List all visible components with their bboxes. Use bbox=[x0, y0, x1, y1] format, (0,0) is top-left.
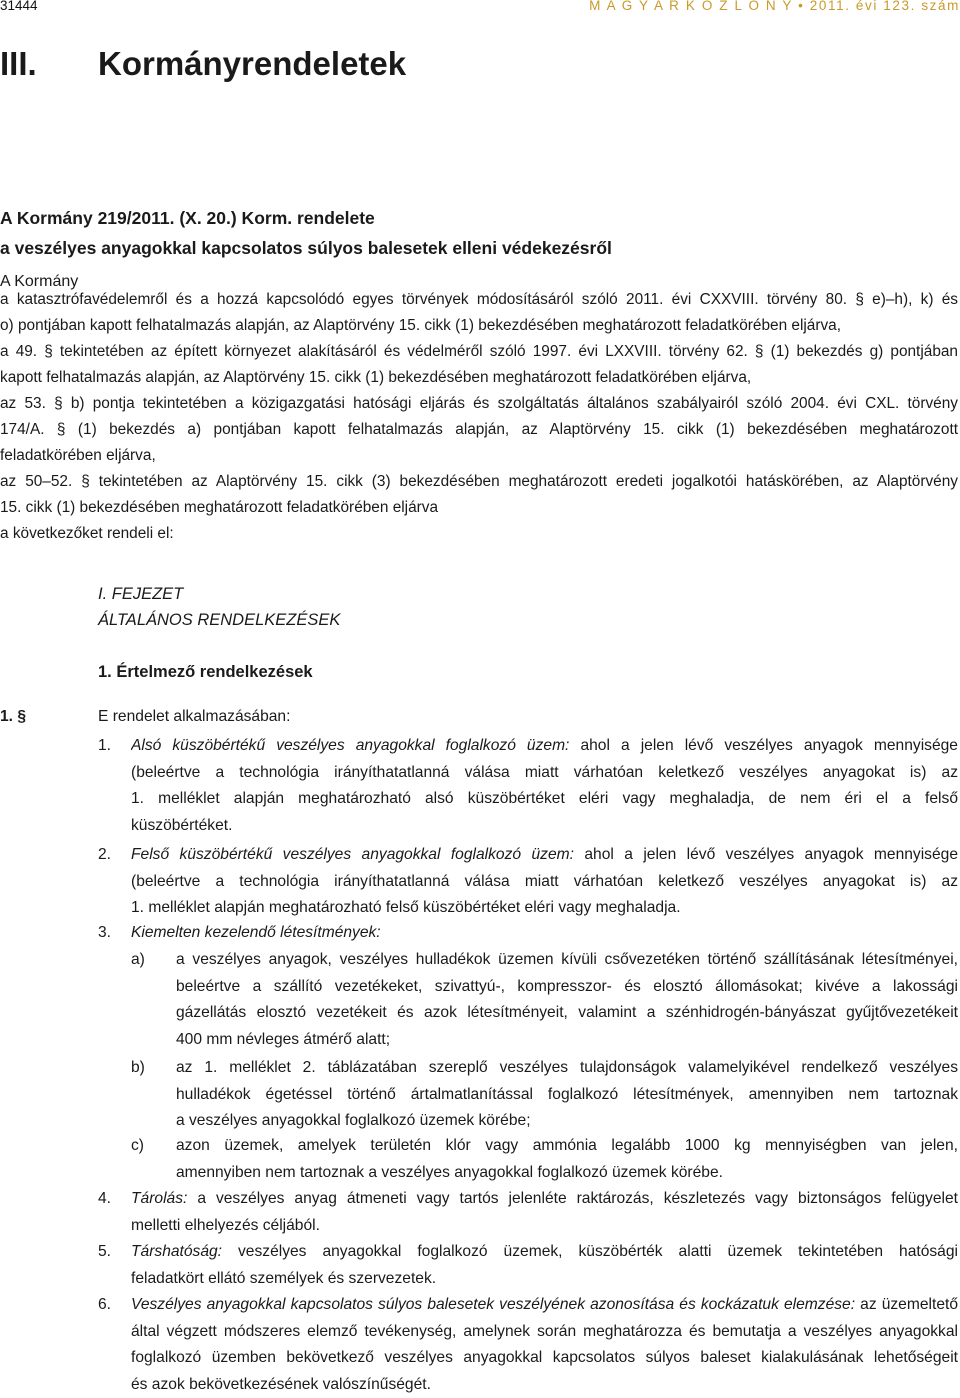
definition-number: 1. bbox=[98, 737, 111, 755]
text-line: feladatkört ellátó személyek és szervezetek. bbox=[131, 1266, 958, 1293]
subitem-letter: c) bbox=[131, 1137, 144, 1155]
text-line: 15. cikk (1) bekezdésében meghatározott feladatkörében eljárva bbox=[0, 495, 958, 521]
text-line: a veszélyes anyagok, veszélyes hulladékok üzemen kívüli csővezetéken történő szállításának létesítményei, bbox=[176, 947, 958, 974]
defined-term: Társhatóság: bbox=[131, 1243, 222, 1260]
text-line: és azok bekövetkezésének valószínűségét. bbox=[131, 1372, 958, 1398]
text-line: hulladékok égetéssel történő ártalmatlanítással foglalkozó létesítmények, amennyiben nem tartoznak bbox=[176, 1082, 958, 1109]
text-line: Felső küszöbértékű veszélyes anyagokkal foglalkozó üzem: ahol a jelen lévő veszélyes anyagok mennyisége bbox=[131, 842, 958, 869]
section-number: III. bbox=[0, 45, 98, 83]
definition-number: 2. bbox=[98, 846, 111, 864]
journal-issue-label bbox=[589, 0, 960, 13]
text-line: o) pontjában kapott felhatalmazás alapján, az Alaptörvény 15. cikk (1) bekezdésében meghatározott feladatkörében eljárva, bbox=[0, 313, 958, 339]
text-line: 1. melléklet alapján meghatározható felső küszöbértéket eléri vagy meghaladja. bbox=[131, 895, 958, 922]
chapter-title: ÁLTALÁNOS RENDELKEZÉSEK bbox=[98, 611, 340, 630]
preamble-closing bbox=[0, 521, 958, 547]
text-line: melletti elhelyezés céljából. bbox=[131, 1213, 958, 1240]
definition-item bbox=[131, 1292, 958, 1398]
preamble-paragraph-4 bbox=[0, 469, 958, 521]
paragraph-number: 1. § bbox=[0, 708, 26, 726]
definition-number: 3. bbox=[98, 924, 111, 942]
section-title: Kormányrendeletek bbox=[98, 45, 406, 82]
defined-term: Kiemelten kezelendő létesítmények: bbox=[131, 924, 381, 941]
defined-term: Tárolás: bbox=[131, 1190, 187, 1207]
text-line: az 50–52. § tekintetében az Alaptörvény 15. cikk (3) bekezdésében meghatározott eredeti jogalkotói hatáskörében, az Alaptörvény bbox=[0, 469, 958, 495]
definition-number: 5. bbox=[98, 1243, 111, 1261]
decree-title-line-1: A Kormány 219/2011. (X. 20.) Korm. rendelete bbox=[0, 203, 612, 233]
text-line: (beleértve a technológia irányíthatatlanná válása miatt várhatóan keletkező veszélyes anyagokat is) az bbox=[131, 760, 958, 787]
text-line: az 53. § b) pontja tekintetében a közigazgatási hatósági eljárás és szolgáltatás általános szabályairól szóló 2004. évi CXL. törvény bbox=[0, 391, 958, 417]
text-line: feladatkörében eljárva, bbox=[0, 443, 958, 469]
text-line: Veszélyes anyagokkal kapcsolatos súlyos balesetek veszélyének azonosítása és kockázatuk elemzése: az üzemeltető bbox=[131, 1292, 958, 1319]
section-heading bbox=[0, 45, 406, 83]
definition-item bbox=[131, 842, 958, 922]
text-line: Tárolás: a veszélyes anyag átmeneti vagy tartós jelenléte raktározás, készletezés vagy biztonságos felügyelet bbox=[131, 1186, 958, 1213]
text-line: az 1. melléklet 2. táblázatában szereplő veszélyes tulajdonságok valamelyikével rendelkező veszélyes bbox=[176, 1055, 958, 1082]
text-line: amennyiben nem tartoznak a veszélyes anyagokkal foglalkozó üzemek körébe. bbox=[176, 1160, 958, 1187]
subitem-letter: a) bbox=[131, 951, 145, 969]
text-line: azon üzemek, amelyek területén klór vagy ammónia legalább 1000 kg mennyiségben van jelen, bbox=[176, 1133, 958, 1160]
page-number: 31444 bbox=[0, 0, 38, 13]
definition-item bbox=[131, 920, 958, 947]
bullet-separator: • bbox=[798, 0, 804, 13]
preamble-paragraph-1 bbox=[0, 287, 958, 339]
text-line: 174/A. § (1) bekezdés a) pontjában kapott felhatalmazás alapján, az Alaptörvény 15. cikk (1) bekezdésében meghatározott bbox=[0, 417, 958, 443]
text-line: foglalkozó üzemben bekövetkező veszélyes anyagokkal kapcsolatos súlyos baleset kialakulásának lehetőségeit bbox=[131, 1345, 958, 1372]
text-line: 400 mm névleges átmérő alatt; bbox=[176, 1027, 958, 1054]
decree-subject: A Kormány bbox=[0, 273, 78, 291]
text-line: 1. melléklet alapján meghatározható alsó küszöbértéket eléri vagy meghaladja, de nem éri el a felső bbox=[131, 786, 958, 813]
paragraph-lead: E rendelet alkalmazásában: bbox=[98, 708, 290, 726]
journal-title: M A G Y A R K Ö Z L Ö N Y bbox=[589, 0, 793, 13]
preamble-paragraph-2 bbox=[0, 339, 958, 391]
text-line: által végzett módszeres elemző tevékenység, amelynek során meghatározza és bemutatja a veszélyes anyagokkal bbox=[131, 1319, 958, 1346]
subitem bbox=[176, 947, 958, 1053]
chapter-number: I. FEJEZET bbox=[98, 585, 183, 604]
text-line: a veszélyes anyagokkal foglalkozó üzemek körébe; bbox=[176, 1108, 958, 1135]
text-line: gázellátás elosztó vezetékeit és azok létesítményeit, valamint a szénhidrogén-bányászat gyűjtővezetékeit bbox=[176, 1000, 958, 1027]
subitem bbox=[176, 1055, 958, 1135]
definition-number: 6. bbox=[98, 1296, 111, 1314]
decree-title-line-2: a veszélyes anyagokkal kapcsolatos súlyos balesetek elleni védekezésről bbox=[0, 233, 612, 263]
preamble-paragraph-3 bbox=[0, 391, 958, 469]
text-line: (beleértve a technológia irányíthatatlanná válása miatt várhatóan keletkező veszélyes anyagokat is) az bbox=[131, 869, 958, 896]
definition-item bbox=[131, 1239, 958, 1292]
text-line: a katasztrófavédelemről és a hozzá kapcsolódó egyes törvények módosításáról szóló 2011. évi CXXVIII. törvény 80. § e)–h), k) és bbox=[0, 287, 958, 313]
decree-title bbox=[0, 203, 612, 263]
text-line: kapott felhatalmazás alapján, az Alaptörvény 15. cikk (1) bekezdésében meghatározott feladatkörében eljárva, bbox=[0, 365, 958, 391]
defined-term: Veszélyes anyagokkal kapcsolatos súlyos balesetek veszélyének azonosítása és kockázatuk elemzése: bbox=[131, 1296, 855, 1313]
text-line: a következőket rendeli el: bbox=[0, 521, 958, 547]
defined-term: Alsó küszöbértékű veszélyes anyagokkal foglalkozó üzem: bbox=[131, 737, 569, 754]
text-line: Társhatóság: veszélyes anyagokkal foglalkozó üzemek, küszöbérték alatti üzemek tekintetében hatósági bbox=[131, 1239, 958, 1266]
text-line: beleértve a szállító vezetékeket, szivattyú-, kompresszor- és elosztó állomásokat; kivéve a lakossági bbox=[176, 974, 958, 1001]
subitem bbox=[176, 1133, 958, 1186]
issue-number: 2011. évi 123. szám bbox=[810, 0, 960, 13]
text-line: a 49. § tekintetében az épített környezet alakításáról és védelméről szóló 1997. évi LXXVIII. törvény 62. § (1) bekezdés g) pontjában bbox=[0, 339, 958, 365]
definition-item bbox=[131, 733, 958, 839]
defined-term: Felső küszöbértékű veszélyes anyagokkal foglalkozó üzem: bbox=[131, 846, 574, 863]
subitem-letter: b) bbox=[131, 1059, 145, 1077]
text-line: küszöbértéket. bbox=[131, 813, 958, 840]
text-line: Alsó küszöbértékű veszélyes anyagokkal foglalkozó üzem: ahol a jelen lévő veszélyes anyagok mennyisége bbox=[131, 733, 958, 760]
chapter-subtitle: 1. Értelmező rendelkezések bbox=[98, 663, 313, 682]
definition-number: 4. bbox=[98, 1190, 111, 1208]
text-line bbox=[131, 920, 958, 947]
definition-item bbox=[131, 1186, 958, 1239]
running-header bbox=[0, 0, 960, 18]
